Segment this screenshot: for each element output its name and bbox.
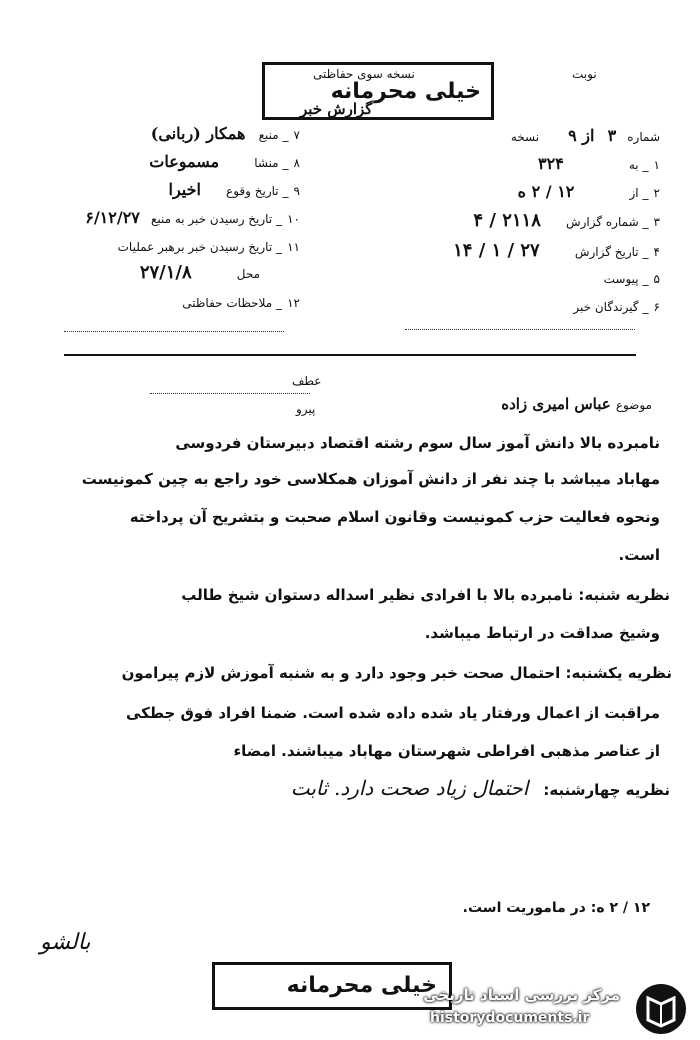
body-line: نامبرده بالا دانش آموز سال سوم رشته اقتصاد دبیرستان فردوسی	[175, 434, 660, 452]
field-operation-receipt-date: ۱۱ _ تاریخ رسیدن خبر برهبر عملیات	[117, 240, 300, 254]
field-copy-number: شماره ۳ از ۹ نسخه	[510, 126, 660, 145]
wednesday-note: نظریه چهارشنبه: احتمال زیاد صحت دارد. ثابت	[290, 776, 670, 800]
atf-label: عطف	[292, 374, 322, 388]
body-line: مهاباد میباشد با چند نفر از دانش آموزان همکلاسی خود راجع به چین کمونیست	[81, 470, 660, 488]
stamp-subtitle: نسخه سوی حفاظتی	[313, 67, 415, 81]
margin-scribble: بالشو	[40, 930, 91, 955]
right-dotted-line	[405, 328, 635, 330]
body-line: نظریه شنبه: نامبرده بالا با افرادی نظیر اسداله دستوان شیخ طالب	[181, 586, 670, 604]
field-event-date: ۹ _ تاریخ وقوع اخیرا	[168, 180, 300, 199]
subject-line: موضوع عباس امیری زاده	[501, 395, 652, 413]
book-icon	[636, 984, 686, 1034]
field-source-receipt-date: ۱۰ _ تاریخ رسیدن خبر به منبع ۶/۱۲/۲۷	[85, 208, 300, 227]
handwritten-note: احتمال زیاد صحت دارد. ثابت	[290, 776, 529, 800]
field-attachment: ۵ _ پیوست	[603, 272, 660, 286]
body-line: وشیخ صداقت در ارتباط میباشد.	[424, 624, 660, 642]
atf-line	[150, 392, 310, 394]
field-location: محل ۲۷/۱/۸	[139, 262, 260, 283]
peyro-label: پیرو	[296, 402, 316, 416]
nobat-label: نوبت	[572, 67, 597, 81]
report-label: گزارش خبر	[300, 100, 373, 118]
classification-stamp	[262, 62, 494, 120]
stamp-title: خیلی محرمانه	[330, 79, 481, 104]
body-line: مراقبت از اعمال ورفتار یاد شده داده شده است. ضمنا افراد فوق جطکی	[125, 704, 660, 722]
watermark-site: historydocuments.ir	[430, 1010, 590, 1026]
bottom-stamp-text: خیلی محرمانه	[286, 973, 437, 998]
field-report-date: ۴ _ تاریخ گزارش ۲۷ / ۱ / ۱۴	[453, 240, 660, 261]
watermark-org: مرکز بررسی اسناد تاریخی	[423, 986, 620, 1004]
body-line: ونحوه فعالیت حزب کمونیست وقانون اسلام صحبت و بتشریح آن پرداخته	[129, 508, 660, 526]
body-line: است.	[618, 546, 660, 564]
field-source: ۷ _ منبع همکار (ربانی)	[150, 124, 300, 143]
field-recipients: ۶ _ گیرندگان خبر	[573, 300, 660, 314]
history-documents-logo-icon	[636, 984, 686, 1034]
field-to: ۱ _ به ۳۲۴	[537, 154, 660, 173]
field-security-notes: ۱۲ _ ملاحظات حفاظتی	[182, 296, 300, 310]
body-line: از عناصر مذهبی افراطی شهرستان مهاباد میباشند. امضاء	[233, 742, 660, 760]
field-report-number: ۳ _ شماره گزارش ۲۱۱۸ / ۴	[473, 210, 660, 231]
body-line: نظریه یکشنبه: احتمال صحت خبر وجود دارد و به شنبه آموزش لازم پیرامون	[121, 664, 672, 682]
field-origin: ۸ _ منشا مسموعات	[149, 152, 300, 171]
header-divider	[64, 354, 636, 356]
left-dotted-line	[64, 330, 284, 332]
bottom-stamp	[212, 962, 452, 1010]
footer-note: ۱۲ / ۲ ه: در ماموریت است.	[462, 900, 650, 916]
field-from: ۲ _ از ۱۲ / ۲ ه	[517, 182, 660, 201]
